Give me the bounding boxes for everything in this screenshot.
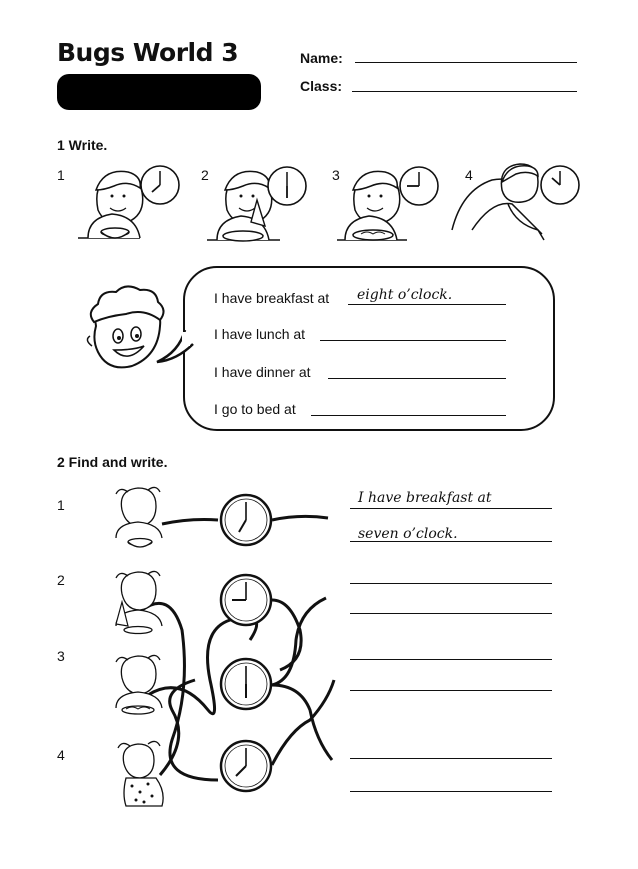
answer-line-bed[interactable]	[311, 415, 506, 416]
picture-number: 1	[57, 167, 65, 183]
row1-answer-line1: I have breakfast at	[358, 490, 492, 506]
row3-line1[interactable]	[350, 659, 552, 660]
girl-bedtime-picture	[106, 740, 176, 808]
section2-heading: 2 Find and write.	[57, 454, 168, 470]
clock-six	[218, 656, 274, 712]
dinner-boy-picture	[337, 160, 447, 245]
row1-line1[interactable]	[350, 508, 552, 509]
answer-line-dinner[interactable]	[328, 378, 506, 379]
picture-number: 4	[465, 167, 473, 183]
title-banner	[57, 74, 261, 110]
row4-line2[interactable]	[350, 791, 552, 792]
answer-breakfast: eight o’clock.	[357, 287, 453, 303]
row2-line1[interactable]	[350, 583, 552, 584]
answer-line-breakfast[interactable]	[348, 304, 506, 305]
row1-answer-line2: seven o’clock.	[358, 526, 458, 542]
row4-line1[interactable]	[350, 758, 552, 759]
row-number: 4	[57, 747, 65, 763]
picture-number: 2	[201, 167, 209, 183]
girl-lunch-picture	[110, 568, 170, 638]
class-label: Class:	[300, 78, 343, 94]
name-field[interactable]	[355, 62, 577, 63]
clock-nine	[218, 572, 274, 628]
sentence-breakfast: I have breakfast at	[214, 290, 330, 306]
girl-dinner-picture	[110, 652, 170, 722]
class-field[interactable]	[352, 91, 577, 92]
picture-number: 3	[332, 167, 340, 183]
row-number: 3	[57, 648, 65, 664]
row2-line2[interactable]	[350, 613, 552, 614]
section1-heading: 1 Write.	[57, 137, 108, 153]
worksheet-title: Bugs World 3	[57, 38, 239, 67]
sentence-dinner: I have dinner at	[214, 364, 311, 380]
row-number: 1	[57, 497, 65, 513]
breakfast-boy-picture	[70, 160, 180, 245]
girl-breakfast-picture	[110, 484, 170, 554]
bedtime-boy-picture	[452, 160, 582, 250]
clock-eight	[218, 738, 274, 794]
row1-line2[interactable]	[350, 541, 552, 542]
sentence-lunch: I have lunch at	[214, 326, 306, 342]
clock-seven	[218, 492, 274, 548]
lunch-boy-picture	[205, 160, 315, 245]
speech-bubble-tail	[155, 330, 195, 370]
row-number: 2	[57, 572, 65, 588]
sentence-bed: I go to bed at	[214, 401, 296, 417]
name-label: Name:	[300, 50, 343, 66]
answer-line-lunch[interactable]	[320, 340, 506, 341]
row3-line2[interactable]	[350, 690, 552, 691]
